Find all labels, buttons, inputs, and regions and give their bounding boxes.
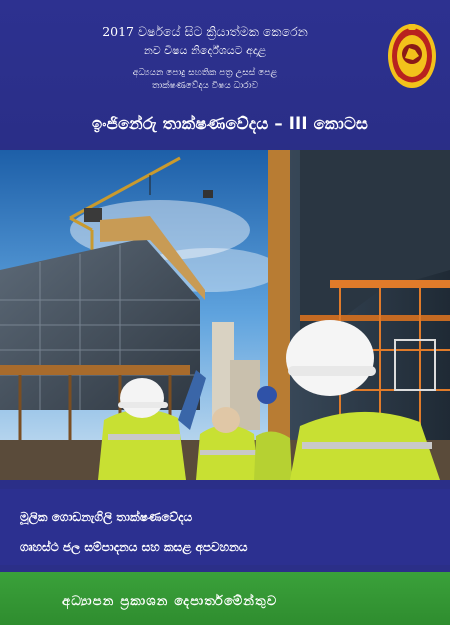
header-line-1: 2017 වර්ෂයේ සිට ක්‍රියාත්මක කෙරෙන (102, 24, 308, 39)
header-line-2: නව විෂය නිර්දේශයට අදාළ (143, 44, 267, 57)
subtitle-line-1: මූලික ගොඩනැගිලි තාක්ෂණවේදය (20, 510, 193, 524)
header-line-4: තාක්ෂණවේදය විෂය ධාරාව (151, 81, 259, 91)
subtitle-line-2: ගෘහස්ථ ජල සම්පාදනය සහ කසළ අපවහනය (20, 540, 248, 554)
book-title: ඉංජිනේරු තාක්ෂණවේදය – III කොටස (91, 114, 369, 133)
national-emblem-icon (386, 20, 438, 90)
header-line-3: අධ්‍යයන පොදු සහතික පත්‍ර උසස් පෙළ (132, 68, 278, 78)
publisher-name: අධ්‍යාපන ප්‍රකාශන දෙපාර්තමේන්තුව (62, 594, 278, 609)
cover-photo (0, 150, 450, 480)
